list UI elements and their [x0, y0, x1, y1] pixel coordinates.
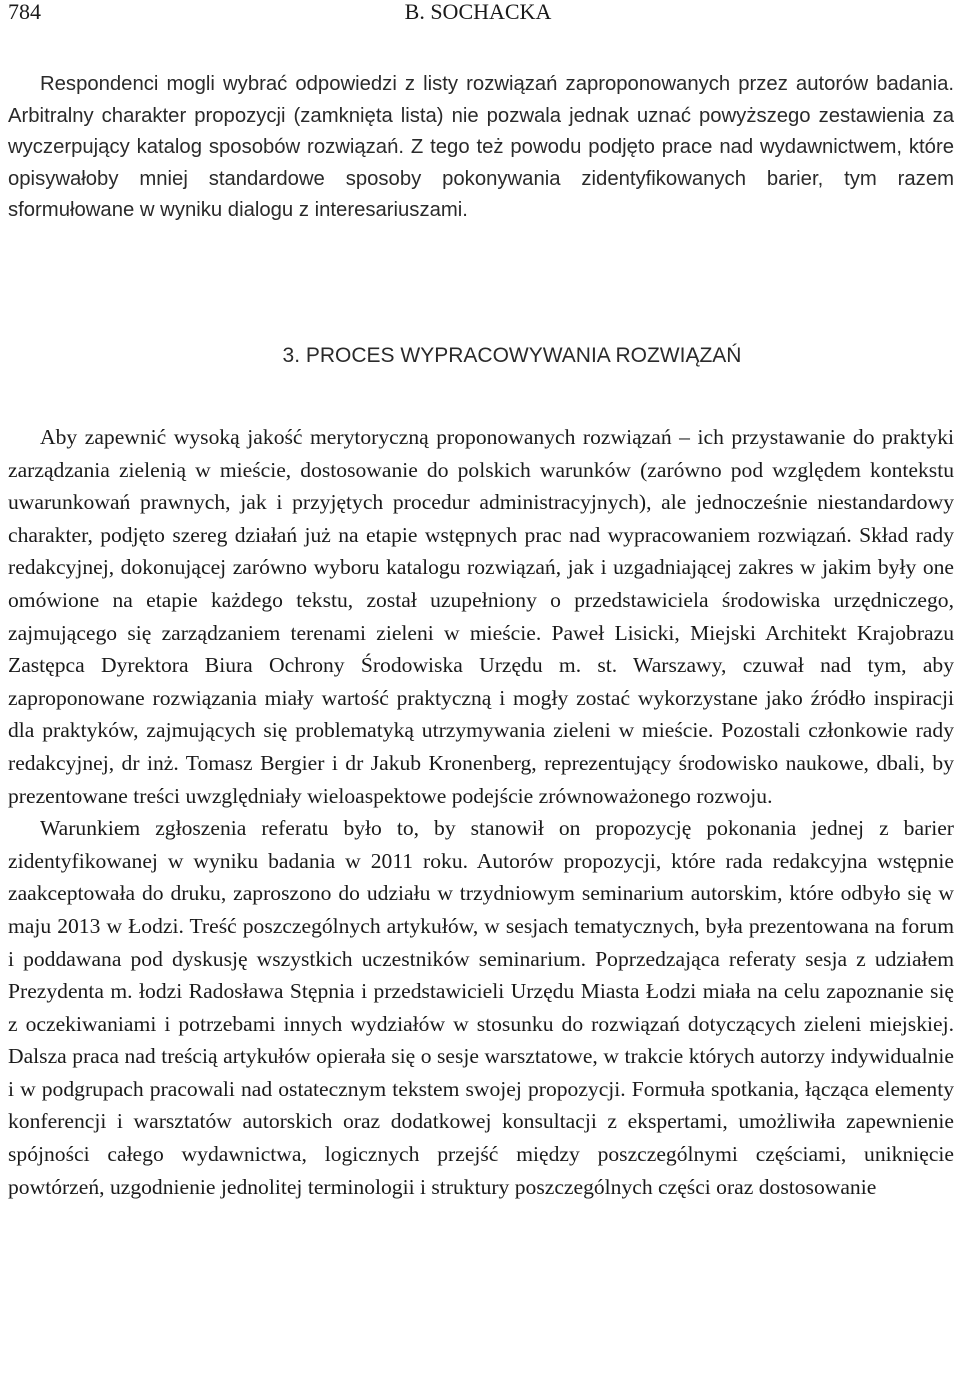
- page-number: 784: [8, 0, 41, 24]
- section-heading: 3. PROCES WYPRACOWYWANIA ROZWIĄZAŃ: [282, 344, 742, 367]
- intro-paragraph: Respondenci mogli wybrać odpowiedzi z listy rozwiązań zaproponowanych przez autorów badania. Arbitralny charakter propozycji (zamknięta lista) nie pozwala jednak uznać powyższego zestawienia za wyczerpujący katalog sposobów rozwiązań. Z tego też powodu podjęto prace nad wydawnictwem, które opisywałoby mniej standardowe sposoby pokonywania zidentyfikowanych barier, tym razem sformułowane w wyniku dialogu z interesariuszami.: [8, 73, 954, 221]
- running-head: B. SOCHACKA: [404, 0, 552, 24]
- body-paragraph-2: Warunkiem zgłoszenia referatu było to, by stanowił on propozycję pokonania jednej z barier zidentyfikowanej w wyniku badania w 2011 roku. Autorów propozycji, które rada redakcyjna wstępnie zaakceptowała do druku, zaproszono do udziału w trzydniowym seminarium autorskim, które odbyło się w maju 2013 w Łodzi. Treść poszczególnych artykułów, w sesjach tematycznych, była prezentowana na forum i poddawana pod dyskusję wszystkich uczestników seminarium. Poprzedzająca referaty sesja z udziałem Prezydenta m. łodzi Radosława Stępnia i przedstawicieli Urzędu Miasta Łodzi miała na celu zapoznanie się z oczekiwaniami i potrzebami innych wydziałów w stosunku do rozwiązań dotyczących zieleni miejskiej. Dalsza praca nad treścią artykułów opierała się o sesje warsztatowe, w trakcie których autorzy indywidualnie i w podgrupach pracowali nad ostatecznym tekstem swojej propozycji. Formuła spotkania, łącząca elementy konferencji i warsztatów autorskich oraz dodatkowej konsultacji z ekspertami, umożliwiła zapewnienie spójności całego wydawnictwa, logicznych przejść między poszczególnymi częściami, uniknięcie powtórzeń, uzgodnienie jednolitej terminologii i struktury poszczególnych części oraz dostosowanie: [8, 816, 954, 1199]
- page-header: [8, 0, 952, 24]
- body-paragraph-1: Aby zapewnić wysoką jakość merytoryczną proponowanych rozwiązań – ich przystawanie do praktyki zarządzania zielenią w mieście, dostosowanie do polskich warunków (zarówno pod względem kontekstu uwarunkowań prawnych, jak i przyjętych procedur administracyjnych), ale jednocześnie niestandardowy charakter, podjęto szereg działań już na etapie wstępnych prac nad wypracowaniem rozwiązań. Skład rady redakcyjnej, dokonującej zarówno wyboru katalogu rozwiązań, jak i uzgadniającej zakres w jakim były one omówione na etapie każdego tekstu, został uzupełniony o przedstawiciela środowiska urzędniczego, zajmującego się zarządzaniem terenami zieleni w mieście. Paweł Lisicki, Miejski Architekt Krajobrazu Zastępca Dyrektora Biura Ochrony Środowiska Urzędu m. st. Warszawy, czuwał nad tym, aby zaproponowane rozwiązania miały wartość praktyczną i mogły zostać wykorzystane jako źródło inspiracji dla praktyków, zajmujących się problematyką utrzymywania zieleni w mieście. Pozostali członkowie rady redakcyjnej, dr inż. Tomasz Bergier i dr Jakub Kronenberg, reprezentujący środowisko naukowe, dbali, by prezentowane treści uwzględniały wieloaspektowe podejście zrównoważonego rozwoju.: [8, 425, 954, 808]
- intro-text: [8, 69, 954, 227]
- section-body: [8, 421, 954, 1203]
